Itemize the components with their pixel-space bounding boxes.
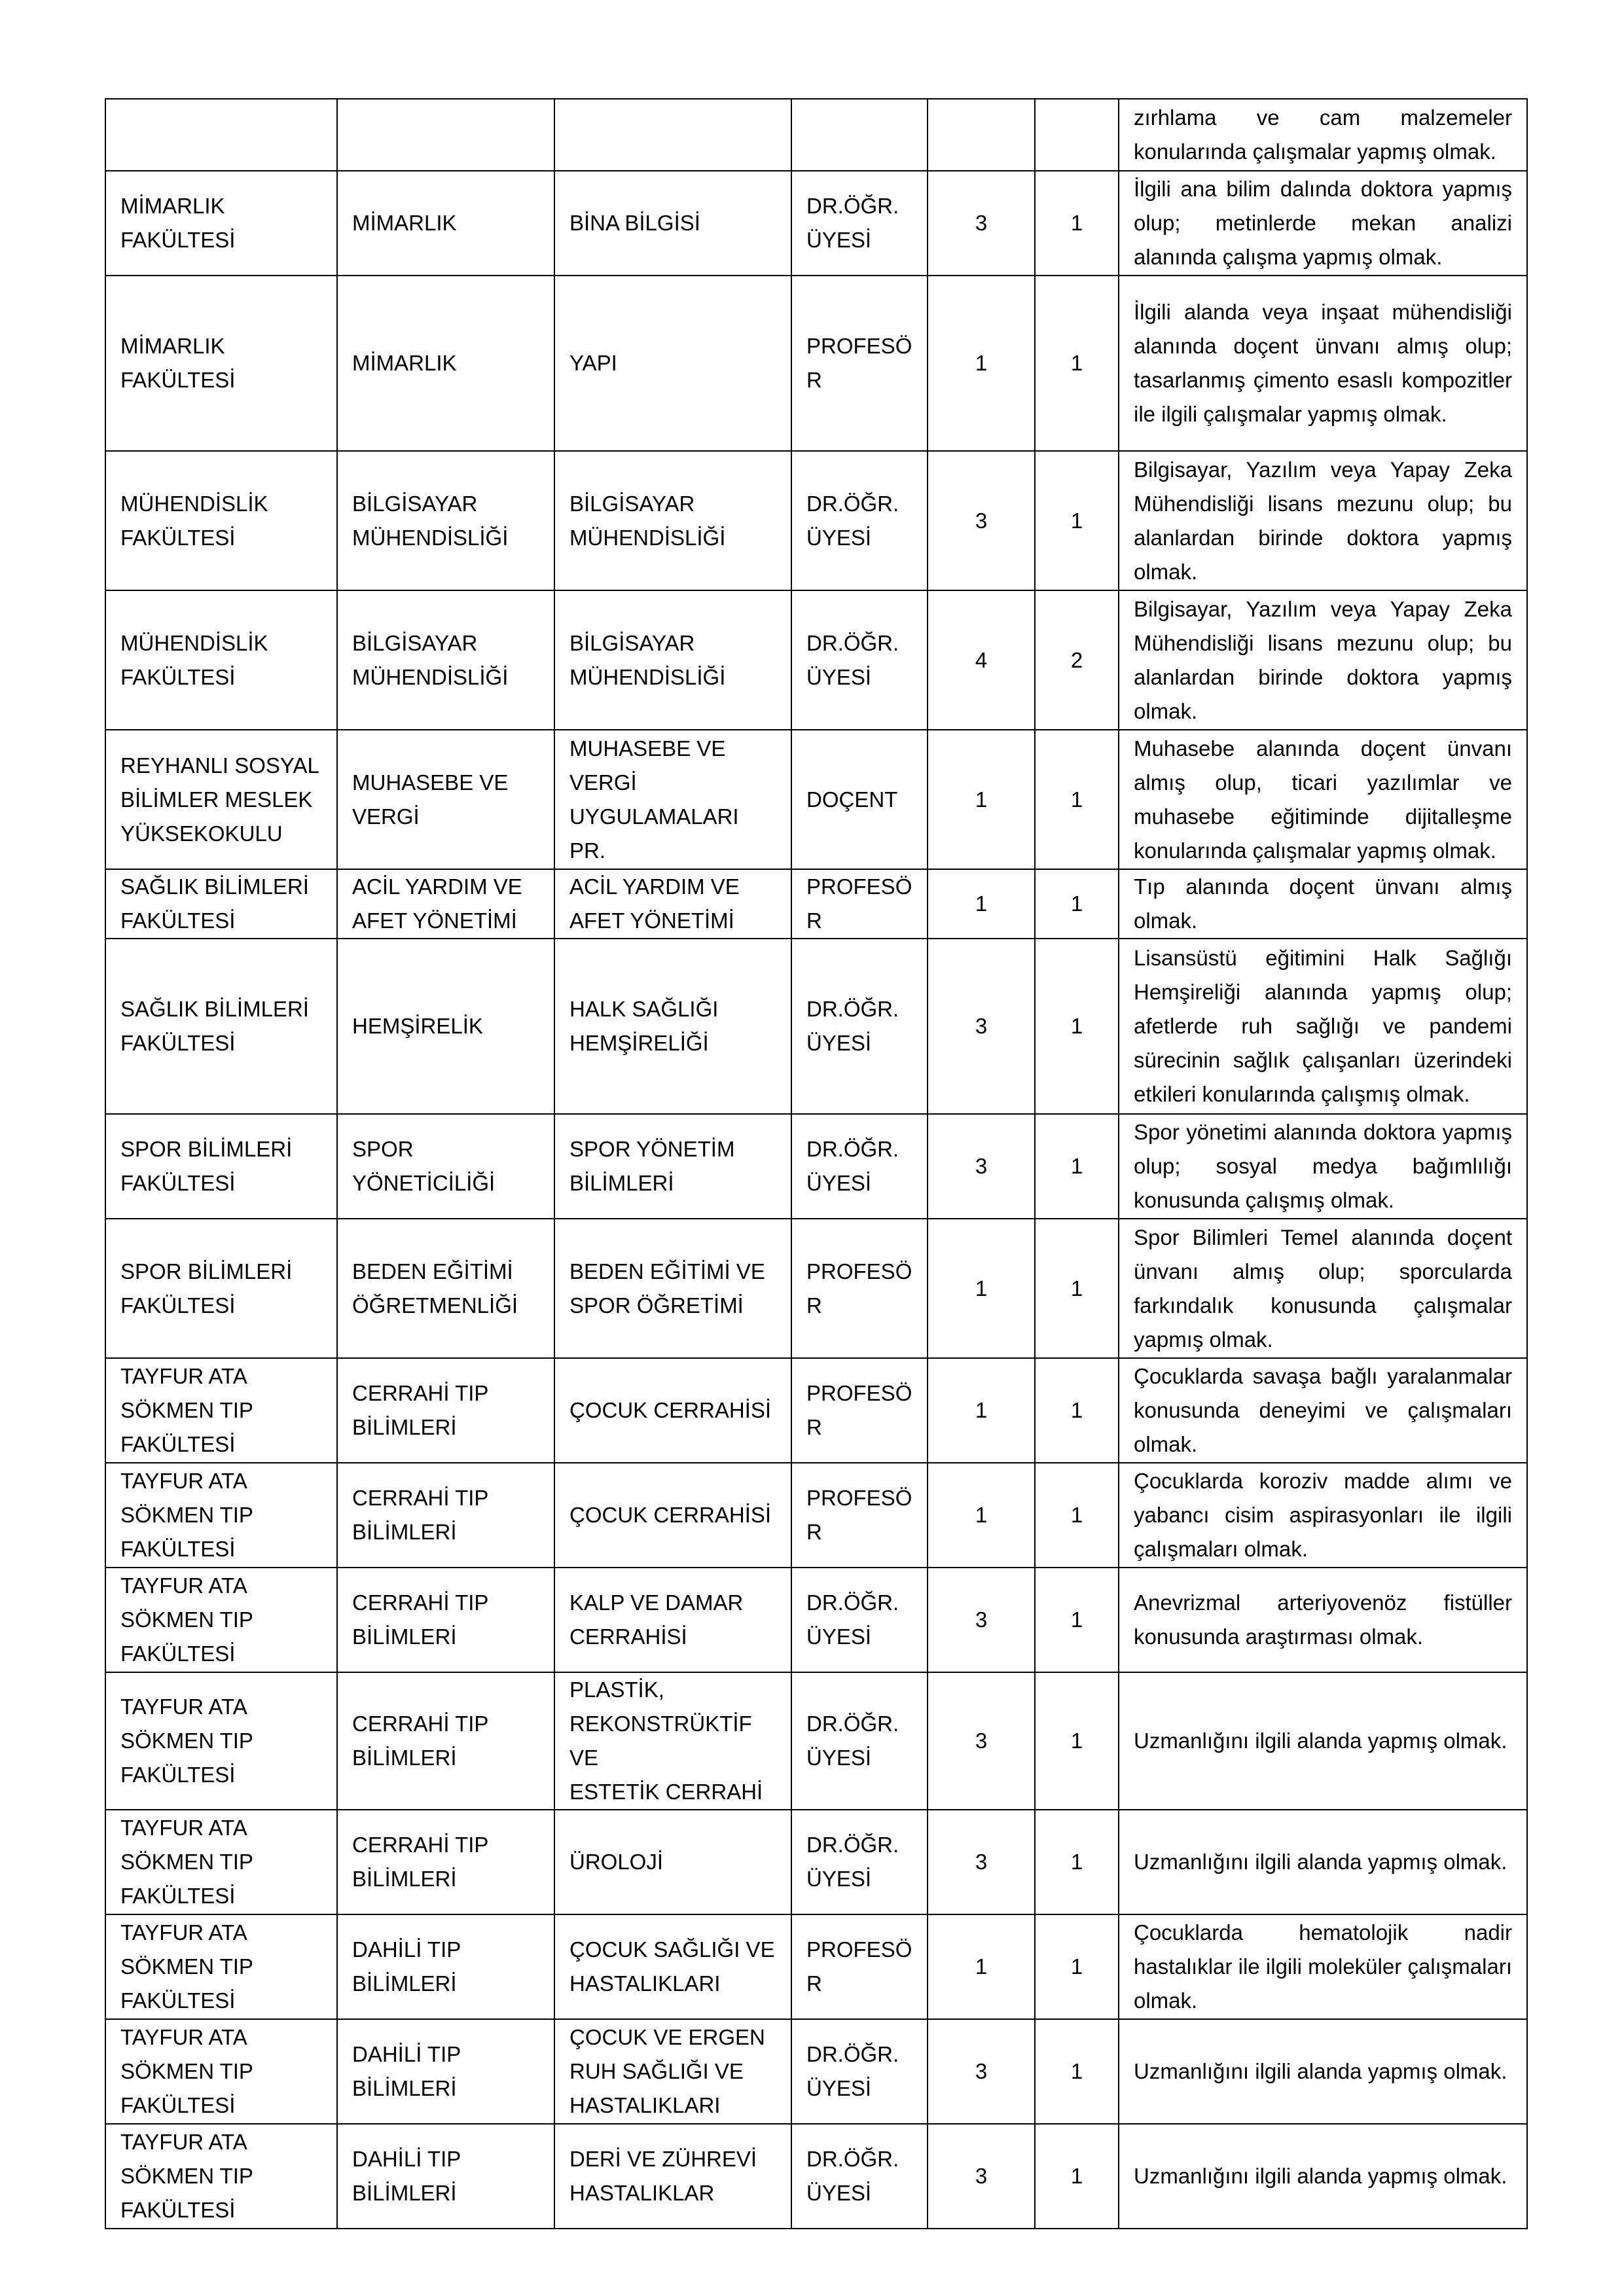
requirement-cell — [1119, 939, 1527, 1114]
field-cell — [554, 1810, 791, 1914]
title-cell-text: DR.ÖĞR. ÜYESİ — [806, 1590, 899, 1649]
department-cell — [337, 99, 554, 171]
title-cell — [791, 1463, 928, 1568]
table-row — [105, 590, 1527, 730]
count-cell — [928, 1672, 1035, 1810]
level-cell — [1035, 869, 1119, 939]
field-cell — [554, 1914, 791, 2019]
requirement-cell-text: Spor yönetimi alanında doktora yapmış olup; sosyal medya bağımlılığı konusunda çalışmış olmak. — [1134, 1120, 1512, 1212]
department-cell — [337, 1914, 554, 2019]
faculty-cell-text: MÜHENDİSLİK FAKÜLTESİ — [120, 630, 268, 689]
level-cell-text: 2 — [1070, 647, 1083, 672]
field-cell — [554, 1672, 791, 1810]
count-cell-text: 3 — [975, 1607, 988, 1632]
faculty-cell-text: SPOR BİLİMLERİ FAKÜLTESİ — [120, 1259, 293, 1318]
count-cell-text: 4 — [975, 647, 988, 672]
count-cell — [928, 1114, 1035, 1219]
count-cell — [928, 1358, 1035, 1463]
level-cell — [1035, 1114, 1119, 1219]
level-cell-text: 1 — [1070, 351, 1083, 375]
faculty-cell-text: TAYFUR ATA SÖKMEN TIP FAKÜLTESİ — [120, 2025, 253, 2117]
faculty-cell-text: TAYFUR ATA SÖKMEN TIP FAKÜLTESİ — [120, 1573, 253, 1666]
level-cell-text: 1 — [1070, 1954, 1083, 1979]
level-cell-text: 1 — [1070, 1850, 1083, 1874]
department-cell-text: MİMARLIK — [352, 351, 457, 375]
field-cell-text: BEDEN EĞİTİMİ VE SPOR ÖĞRETİMİ — [569, 1259, 765, 1318]
department-cell-text: DAHİLİ TIP BİLİMLERİ — [352, 1937, 461, 1996]
count-cell — [928, 2019, 1035, 2124]
field-cell-text: ACİL YARDIM VE AFET YÖNETİMİ — [569, 874, 740, 933]
department-cell — [337, 1568, 554, 1672]
department-cell — [337, 276, 554, 451]
position-table-body — [105, 99, 1527, 2229]
department-cell-text: DAHİLİ TIP BİLİMLERİ — [352, 2147, 461, 2205]
count-cell — [928, 730, 1035, 869]
count-cell — [928, 1568, 1035, 1672]
faculty-cell-text: SAĞLIK BİLİMLERİ FAKÜLTESİ — [120, 874, 309, 933]
department-cell — [337, 1358, 554, 1463]
count-cell-text: 1 — [975, 1954, 988, 1979]
table-row — [105, 1568, 1527, 1672]
faculty-cell-text: MİMARLIK FAKÜLTESİ — [120, 194, 236, 252]
department-cell — [337, 1672, 554, 1810]
level-cell — [1035, 1219, 1119, 1358]
table-row — [105, 2019, 1527, 2124]
requirement-cell — [1119, 1810, 1527, 1914]
level-cell-text: 1 — [1070, 2059, 1083, 2083]
faculty-cell — [105, 1358, 337, 1463]
department-cell-text: DAHİLİ TIP BİLİMLERİ — [352, 2042, 461, 2100]
department-cell — [337, 1219, 554, 1358]
title-cell-text: PROFESÖR — [806, 1259, 912, 1318]
count-cell-text: 3 — [975, 508, 988, 533]
level-cell-text: 1 — [1070, 787, 1083, 812]
count-cell-text: 3 — [975, 211, 988, 235]
faculty-cell — [105, 276, 337, 451]
table-row — [105, 1810, 1527, 1914]
table-row — [105, 99, 1527, 171]
title-cell — [791, 1114, 928, 1219]
field-cell-text: ÜROLOJİ — [569, 1850, 664, 1874]
field-cell — [554, 1114, 791, 1219]
count-cell — [928, 99, 1035, 171]
table-row — [105, 1114, 1527, 1219]
field-cell-text: ÇOCUK SAĞLIĞI VE HASTALIKLARI — [569, 1937, 775, 1996]
department-cell — [337, 2124, 554, 2229]
field-cell — [554, 451, 791, 590]
count-cell-text: 1 — [975, 891, 988, 916]
department-cell — [337, 171, 554, 276]
requirement-cell-text: İlgili alanda veya inşaat mühendisliği alanında doçent ünvanı almış olup; tasarlanmış çimento esaslı kompozitler ile ilgili çalışmalar yapmış olmak. — [1134, 300, 1512, 426]
title-cell — [791, 171, 928, 276]
field-cell-text: SPOR YÖNETİM BİLİMLERİ — [569, 1137, 735, 1195]
faculty-cell — [105, 869, 337, 939]
title-cell-text: PROFESÖR — [806, 1937, 912, 1996]
level-cell — [1035, 1810, 1119, 1914]
level-cell — [1035, 171, 1119, 276]
faculty-cell — [105, 1914, 337, 2019]
faculty-cell-text: TAYFUR ATA SÖKMEN TIP FAKÜLTESİ — [120, 1920, 253, 2013]
requirement-cell-text: Spor Bilimleri Temel alanında doçent ünvanı almış olup; sporcularda farkındalık konusunda çalışmalar yapmış olmak. — [1134, 1225, 1512, 1352]
field-cell-text: HALK SAĞLIĞI HEMŞİRELİĞİ — [569, 997, 719, 1055]
department-cell-text: BEDEN EĞİTİMİ ÖĞRETMENLİĞİ — [352, 1259, 518, 1318]
faculty-cell — [105, 1810, 337, 1914]
count-cell-text: 3 — [975, 1850, 988, 1874]
field-cell — [554, 730, 791, 869]
department-cell-text: HEMŞİRELİK — [352, 1014, 483, 1038]
field-cell — [554, 276, 791, 451]
field-cell-text: BİLGİSAYAR MÜHENDİSLİĞİ — [569, 491, 726, 550]
requirement-cell — [1119, 590, 1527, 730]
faculty-cell-text: TAYFUR ATA SÖKMEN TIP FAKÜLTESİ — [120, 2130, 253, 2222]
requirement-cell-text: İlgili ana bilim dalında doktora yapmış olup; metinlerde mekan analizi alanında çalışma yapmış olmak. — [1134, 177, 1512, 269]
count-cell-text: 1 — [975, 1503, 988, 1527]
faculty-cell — [105, 2019, 337, 2124]
faculty-cell-text: TAYFUR ATA SÖKMEN TIP FAKÜLTESİ — [120, 1364, 253, 1456]
requirement-cell — [1119, 2019, 1527, 2124]
faculty-cell-text: TAYFUR ATA SÖKMEN TIP FAKÜLTESİ — [120, 1695, 253, 1787]
field-cell-text: ÇOCUK CERRAHİSİ — [569, 1398, 772, 1422]
level-cell-text: 1 — [1070, 1729, 1083, 1753]
department-cell-text: BİLGİSAYAR MÜHENDİSLİĞİ — [352, 630, 509, 689]
level-cell-text: 1 — [1070, 1398, 1083, 1422]
field-cell — [554, 1568, 791, 1672]
count-cell — [928, 1463, 1035, 1568]
title-cell — [791, 1810, 928, 1914]
level-cell — [1035, 1463, 1119, 1568]
title-cell — [791, 730, 928, 869]
title-cell — [791, 869, 928, 939]
department-cell — [337, 451, 554, 590]
level-cell — [1035, 451, 1119, 590]
faculty-cell — [105, 590, 337, 730]
field-cell-text: KALP VE DAMAR CERRAHİSİ — [569, 1590, 744, 1649]
department-cell — [337, 730, 554, 869]
title-cell — [791, 276, 928, 451]
table-row — [105, 939, 1527, 1114]
title-cell-text: DR.ÖĞR. ÜYESİ — [806, 491, 899, 550]
table-row — [105, 2124, 1527, 2229]
table-row — [105, 1672, 1527, 1810]
faculty-cell-text: MİMARLIK FAKÜLTESİ — [120, 334, 236, 392]
level-cell — [1035, 590, 1119, 730]
position-table — [105, 98, 1528, 2229]
count-cell-text: 1 — [975, 787, 988, 812]
level-cell — [1035, 1358, 1119, 1463]
department-cell — [337, 2019, 554, 2124]
faculty-cell-text: REYHANLI SOSYAL BİLİMLER MESLEK YÜKSEKOKULU — [120, 753, 319, 846]
requirement-cell-text: Bilgisayar, Yazılım veya Yapay Zeka Mühendisliği lisans mezunu olup; bu alanlardan birinde doktora yapmış olmak. — [1134, 596, 1512, 723]
faculty-cell — [105, 939, 337, 1114]
level-cell — [1035, 99, 1119, 171]
requirement-cell-text: Uzmanlığını ilgili alanda yapmış olmak. — [1134, 2164, 1507, 2188]
count-cell — [928, 2124, 1035, 2229]
count-cell — [928, 451, 1035, 590]
field-cell — [554, 939, 791, 1114]
requirement-cell-text: Uzmanlığını ilgili alanda yapmış olmak. — [1134, 1729, 1507, 1753]
title-cell-text: DR.ÖĞR. ÜYESİ — [806, 2147, 899, 2205]
faculty-cell — [105, 451, 337, 590]
field-cell — [554, 869, 791, 939]
field-cell — [554, 1219, 791, 1358]
field-cell-text: BİNA BİLGİSİ — [569, 211, 700, 235]
table-row — [105, 869, 1527, 939]
count-cell-text: 3 — [975, 1154, 988, 1178]
title-cell — [791, 1914, 928, 2019]
level-cell — [1035, 2019, 1119, 2124]
department-cell — [337, 939, 554, 1114]
field-cell — [554, 171, 791, 276]
faculty-cell — [105, 1114, 337, 1219]
title-cell — [791, 1358, 928, 1463]
level-cell — [1035, 1672, 1119, 1810]
count-cell-text: 1 — [975, 1398, 988, 1422]
level-cell-text: 1 — [1070, 891, 1083, 916]
requirement-cell — [1119, 1672, 1527, 1810]
faculty-cell-text: SAĞLIK BİLİMLERİ FAKÜLTESİ — [120, 997, 309, 1055]
faculty-cell — [105, 1568, 337, 1672]
faculty-cell — [105, 1463, 337, 1568]
title-cell — [791, 2019, 928, 2124]
table-row — [105, 171, 1527, 276]
field-cell — [554, 590, 791, 730]
level-cell — [1035, 730, 1119, 869]
title-cell — [791, 1568, 928, 1672]
count-cell — [928, 869, 1035, 939]
faculty-cell — [105, 2124, 337, 2229]
table-row — [105, 451, 1527, 590]
requirement-cell — [1119, 1114, 1527, 1219]
title-cell-text: DR.ÖĞR. ÜYESİ — [806, 997, 899, 1055]
count-cell-text: 1 — [975, 1276, 988, 1300]
requirement-cell — [1119, 2124, 1527, 2229]
count-cell-text: 3 — [975, 2164, 988, 2188]
level-cell-text: 1 — [1070, 1014, 1083, 1038]
department-cell-text: MİMARLIK — [352, 211, 457, 235]
department-cell — [337, 1463, 554, 1568]
title-cell — [791, 1219, 928, 1358]
faculty-cell-text: TAYFUR ATA SÖKMEN TIP FAKÜLTESİ — [120, 1469, 253, 1561]
count-cell-text: 3 — [975, 1014, 988, 1038]
title-cell — [791, 939, 928, 1114]
field-cell — [554, 99, 791, 171]
count-cell — [928, 1914, 1035, 2019]
count-cell — [928, 171, 1035, 276]
faculty-cell-text: SPOR BİLİMLERİ FAKÜLTESİ — [120, 1137, 293, 1195]
count-cell-text: 1 — [975, 351, 988, 375]
level-cell-text: 1 — [1070, 508, 1083, 533]
field-cell-text: PLASTİK, REKONSTRÜKTİF VE ESTETİK CERRAHİ — [569, 1677, 763, 1804]
requirement-cell-text: Uzmanlığını ilgili alanda yapmış olmak. — [1134, 1850, 1507, 1874]
level-cell-text: 1 — [1070, 1276, 1083, 1300]
title-cell-text: DR.ÖĞR. ÜYESİ — [806, 630, 899, 689]
field-cell-text: ÇOCUK VE ERGEN RUH SAĞLIĞI VE HASTALIKLARI — [569, 2025, 765, 2117]
title-cell — [791, 99, 928, 171]
level-cell-text: 1 — [1070, 1607, 1083, 1632]
department-cell-text: MUHASEBE VE VERGİ — [352, 770, 509, 829]
title-cell-text: DR.ÖĞR. ÜYESİ — [806, 194, 899, 252]
requirement-cell-text: Muhasebe alanında doçent ünvanı almış olup, ticari yazılımlar ve muhasebe eğitiminde dijitalleşme konularında çalışmalar yapmış olmak. — [1134, 736, 1512, 863]
requirement-cell-text: Lisansüstü eğitimini Halk Sağlığı Hemşireliği alanında yapmış olup; afetlerde ruh sağlığı ve pandemi sürecinin sağlık çalışanları üzerindeki etkileri konularında çalışmış olmak. — [1134, 946, 1512, 1106]
requirement-cell — [1119, 1463, 1527, 1568]
count-cell — [928, 1810, 1035, 1914]
field-cell — [554, 1358, 791, 1463]
field-cell — [554, 2124, 791, 2229]
title-cell-text: DR.ÖĞR. ÜYESİ — [806, 1137, 899, 1195]
title-cell-text: DOÇENT — [806, 787, 898, 812]
title-cell-text: PROFESÖR — [806, 334, 912, 392]
count-cell — [928, 590, 1035, 730]
title-cell — [791, 590, 928, 730]
title-cell-text: PROFESÖR — [806, 1486, 912, 1544]
requirement-cell — [1119, 1568, 1527, 1672]
department-cell-text: CERRAHİ TIP BİLİMLERİ — [352, 1486, 489, 1544]
title-cell — [791, 451, 928, 590]
faculty-cell — [105, 730, 337, 869]
requirement-cell — [1119, 1914, 1527, 2019]
count-cell — [928, 276, 1035, 451]
requirement-cell — [1119, 1358, 1527, 1463]
level-cell — [1035, 2124, 1119, 2229]
requirement-cell-text: Anevrizmal arteriyovenöz fistüller konusunda araştırması olmak. — [1134, 1590, 1512, 1649]
count-cell-text: 3 — [975, 2059, 988, 2083]
table-row — [105, 1463, 1527, 1568]
department-cell-text: SPOR YÖNETİCİLİĞİ — [352, 1137, 496, 1195]
title-cell-text: PROFESÖR — [806, 874, 912, 933]
department-cell-text: CERRAHİ TIP BİLİMLERİ — [352, 1712, 489, 1770]
title-cell-text: DR.ÖĞR. ÜYESİ — [806, 1712, 899, 1770]
requirement-cell — [1119, 99, 1527, 171]
level-cell — [1035, 1568, 1119, 1672]
requirement-cell — [1119, 730, 1527, 869]
requirement-cell — [1119, 869, 1527, 939]
count-cell — [928, 939, 1035, 1114]
table-row — [105, 730, 1527, 869]
department-cell — [337, 1810, 554, 1914]
department-cell — [337, 1114, 554, 1219]
faculty-cell — [105, 1219, 337, 1358]
title-cell — [791, 2124, 928, 2229]
requirement-cell-text: Uzmanlığını ilgili alanda yapmış olmak. — [1134, 2059, 1507, 2083]
field-cell-text: YAPI — [569, 351, 617, 375]
department-cell-text: CERRAHİ TIP BİLİMLERİ — [352, 1590, 489, 1649]
table-row — [105, 1914, 1527, 2019]
requirement-cell-text: Bilgisayar, Yazılım veya Yapay Zeka Mühendisliği lisans mezunu olup; bu alanlardan birinde doktora yapmış olmak. — [1134, 457, 1512, 584]
table-row — [105, 1358, 1527, 1463]
faculty-cell-text: TAYFUR ATA SÖKMEN TIP FAKÜLTESİ — [120, 1816, 253, 1908]
faculty-cell-text: MÜHENDİSLİK FAKÜLTESİ — [120, 491, 268, 550]
title-cell-text: PROFESÖR — [806, 1381, 912, 1439]
field-cell — [554, 2019, 791, 2124]
field-cell-text: MUHASEBE VE VERGİ UYGULAMALARI PR. — [569, 736, 739, 863]
requirement-cell-text: Çocuklarda savaşa bağlı yaralanmalar konusunda deneyimi ve çalışmaları olmak. — [1134, 1364, 1512, 1456]
table-row — [105, 1219, 1527, 1358]
requirement-cell-text: Tıp alanında doçent ünvanı almış olmak. — [1134, 874, 1512, 933]
level-cell-text: 1 — [1070, 2164, 1083, 2188]
department-cell-text: CERRAHİ TIP BİLİMLERİ — [352, 1833, 489, 1891]
count-cell — [928, 1219, 1035, 1358]
title-cell-text: DR.ÖĞR. ÜYESİ — [806, 1833, 899, 1891]
count-cell-text: 3 — [975, 1729, 988, 1753]
requirement-cell — [1119, 451, 1527, 590]
requirement-cell-text: Çocuklarda koroziv madde alımı ve yabancı cisim aspirasyonları ile ilgili çalışmaları olmak. — [1134, 1469, 1512, 1561]
department-cell-text: BİLGİSAYAR MÜHENDİSLİĞİ — [352, 491, 509, 550]
requirement-cell — [1119, 276, 1527, 451]
department-cell — [337, 590, 554, 730]
level-cell — [1035, 1914, 1119, 2019]
faculty-cell — [105, 99, 337, 171]
level-cell-text: 1 — [1070, 1154, 1083, 1178]
field-cell-text: DERİ VE ZÜHREVİ HASTALIKLAR — [569, 2147, 757, 2205]
field-cell-text: BİLGİSAYAR MÜHENDİSLİĞİ — [569, 630, 726, 689]
field-cell — [554, 1463, 791, 1568]
requirement-cell — [1119, 1219, 1527, 1358]
department-cell-text: CERRAHİ TIP BİLİMLERİ — [352, 1381, 489, 1439]
department-cell — [337, 869, 554, 939]
field-cell-text: ÇOCUK CERRAHİSİ — [569, 1503, 772, 1527]
faculty-cell — [105, 171, 337, 276]
level-cell-text: 1 — [1070, 211, 1083, 235]
title-cell-text: DR.ÖĞR. ÜYESİ — [806, 2042, 899, 2100]
level-cell — [1035, 276, 1119, 451]
title-cell — [791, 1672, 928, 1810]
department-cell-text: ACİL YARDIM VE AFET YÖNETİMİ — [352, 874, 522, 933]
level-cell — [1035, 939, 1119, 1114]
faculty-cell — [105, 1672, 337, 1810]
requirement-cell — [1119, 171, 1527, 276]
table-row — [105, 276, 1527, 451]
requirement-cell-text: Çocuklarda hematolojik nadir hastalıklar ile ilgili moleküler çalışmaları olmak. — [1134, 1920, 1512, 2013]
level-cell-text: 1 — [1070, 1503, 1083, 1527]
requirement-cell-text: zırhlama ve cam malzemeler konularında çalışmalar yapmış olmak. — [1134, 105, 1512, 164]
